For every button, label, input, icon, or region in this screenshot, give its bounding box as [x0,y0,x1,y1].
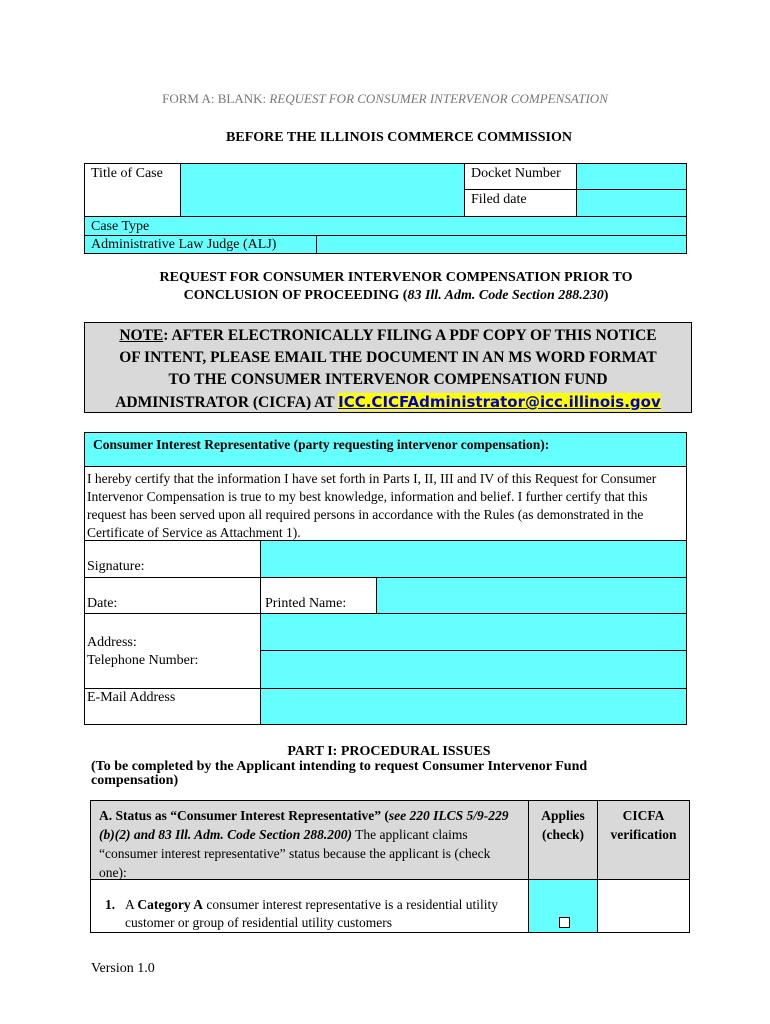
category-a-row [90,879,529,933]
note-line2: OF INTENT, PLEASE EMAIL THE DOCUMENT IN AN MS WORD FORMAT [119,349,657,366]
filed-date-label: Filed date [464,189,577,217]
cicfa-header: CICFA verification [597,800,690,880]
item1-pre: A [125,897,138,912]
email-field[interactable] [260,688,687,725]
email-label: E-Mail Address [84,688,261,725]
request-citation: 83 Ill. Adm. Code Section 288.230 [407,288,604,303]
form-header [0,91,770,107]
commission-title: BEFORE THE ILLINOIS COMMERCE COMMISSION [226,130,572,145]
status-heading: A. Status as “Consumer Interest Representative” ( [99,808,389,823]
item1-text: consumer interest representative is a residential utility customer or group of residential utility customers [125,897,499,930]
item1-number: 1. [105,897,116,912]
cicfa-email-link[interactable]: ICC.CICFAdministrator@icc.illinois.gov [338,393,661,411]
filed-date-field[interactable] [576,189,687,217]
version-label: Version 1.0 [91,961,155,976]
telephone-label: Telephone Number: [87,653,199,668]
address-field[interactable] [260,613,687,651]
title-of-case-label: Title of Case [84,163,181,217]
status-text: The applicant claims “consumer interest representative” status because the applicant is (check one): [99,827,491,880]
category-a-applies-cell [528,879,598,933]
address-label: Address: [87,635,137,650]
form-title: REQUEST FOR CONSUMER INTERVENOR COMPENSATION [269,91,608,106]
alj-label: Administrative Law Judge (ALJ) [84,235,317,254]
category-a-checkbox[interactable] [559,917,570,928]
address-phone-labels [84,613,261,689]
item1-category: Category A [137,897,203,912]
part1-subtitle: (To be completed by the Applicant intending to request Consumer Intervenor Fund compensation) [91,759,588,788]
category-a-cicfa-cell [597,879,690,933]
note-box [84,322,692,413]
case-type-field[interactable]: Case Type [84,216,687,236]
request-line2: CONCLUSION OF PROCEEDING ( [183,288,408,303]
printed-name-field[interactable] [376,577,687,614]
request-heading [0,269,770,305]
note-label: NOTE [119,327,164,344]
status-description [90,800,529,880]
note-line4: ADMINISTRATOR (CICFA) AT [115,394,339,411]
note-line3: TO THE CONSUMER INTERVENOR COMPENSATION FUND [168,371,608,388]
rep-heading: Consumer Interest Representative (party requesting intervenor compensation): [84,432,687,467]
certify-text: I hereby certify that the information I have set forth in Parts I, II, III and IV of this Request for Consumer Intervenor Compensation is true to my best knowledge, information and belief. I further certify that this request has been served upon all required persons in accordance with the Rules (as demonstrated in the Certificate of Service as Attachment 1). [84,466,687,541]
date-label: Date: [84,577,261,614]
signature-field[interactable] [260,540,687,578]
alj-field[interactable] [316,235,687,254]
applies-header: Applies (check) [528,800,598,880]
request-line2-end: ) [603,288,609,303]
part1-title: PART I: PROCEDURAL ISSUES [287,744,491,759]
printed-name-label: Printed Name: [260,577,377,614]
note-line1: : AFTER ELECTRONICALLY FILING A PDF COPY OF THIS NOTICE [163,327,657,344]
signature-label: Signature: [84,540,261,578]
title-of-case-field[interactable] [180,163,465,217]
status-citation: see 220 ILCS 5/9-229 (b)(2) and 83 Ill. Adm. Code Section 288.200) [99,808,509,842]
form-prefix: FORM A: BLANK: [162,91,270,106]
docket-number-label: Docket Number [464,163,577,190]
docket-number-field[interactable] [576,163,687,190]
request-line1: REQUEST FOR CONSUMER INTERVENOR COMPENSATION PRIOR TO [159,270,633,285]
telephone-field[interactable] [260,650,687,689]
